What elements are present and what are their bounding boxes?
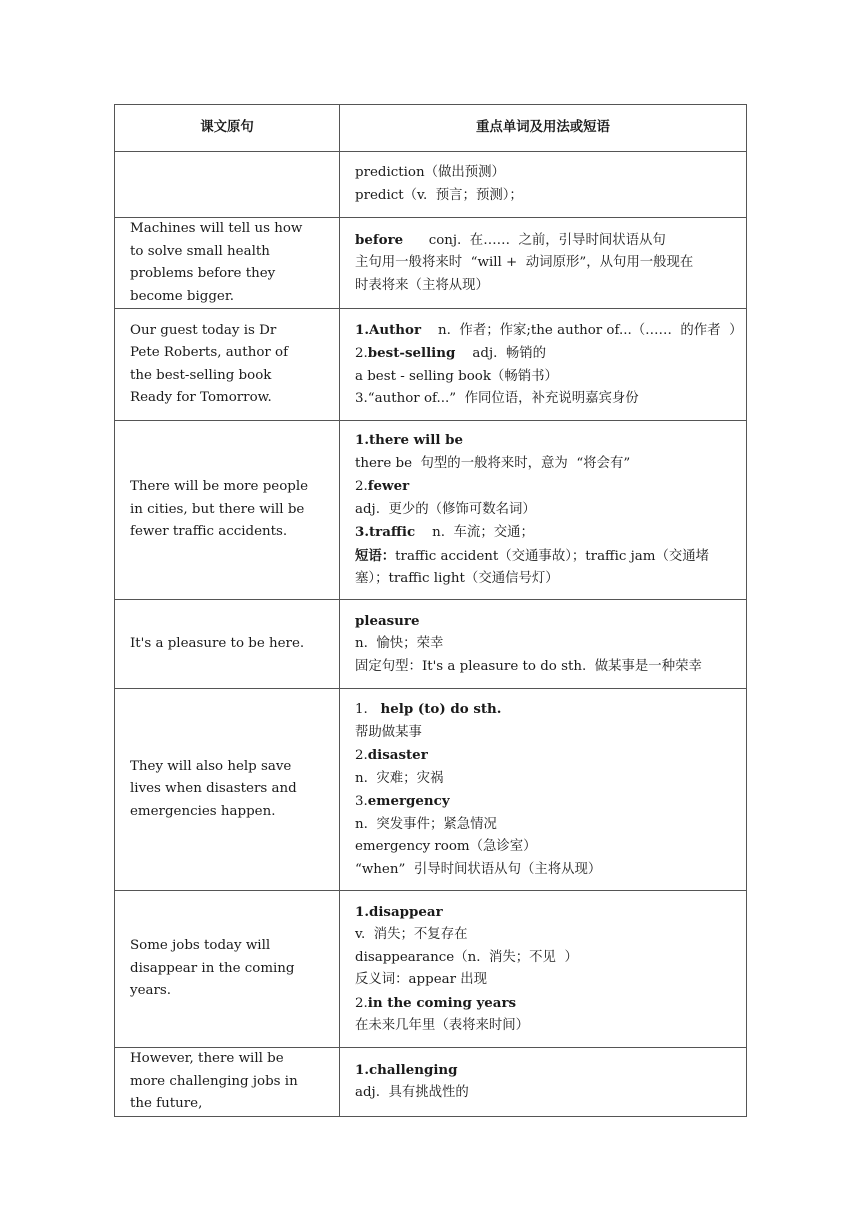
source-sentence-cell [115, 891, 340, 1048]
note-line [355, 1082, 738, 1105]
table-row [115, 309, 747, 421]
table-row [115, 421, 747, 600]
note-line [355, 901, 738, 925]
note-line [355, 545, 738, 569]
notes-cell [340, 689, 747, 891]
note-line [355, 252, 738, 275]
keyword: emergency [367, 793, 450, 809]
source-sentence: They will also help save lives when disasters and emergencies happen. [130, 758, 297, 819]
note-text: 3.“author of...” 作同位语，补充说明嘉宾身份 [355, 391, 639, 406]
source-sentence: However, there will be more challenging jobs in the future, [130, 1051, 298, 1111]
note-line [355, 836, 738, 859]
note-line [355, 499, 738, 522]
note-text: n. 突发事件；紧急情况 [355, 816, 497, 832]
note-text: 反义词：appear 出现 [355, 972, 488, 987]
note-text: adj. 更少的（修饰可数名词） [355, 501, 536, 517]
note-text: emergency room（急诊室） [355, 839, 537, 854]
vocabulary-notes-table [114, 104, 747, 1117]
note-line [355, 610, 738, 634]
keyword: disaster [367, 747, 428, 763]
note-line [355, 924, 738, 947]
note-text: “when” 引导时间状语从句（主将从现） [355, 861, 602, 877]
note-text: n. 愉快；荣幸 [355, 636, 444, 652]
source-sentence-cell [115, 309, 340, 421]
source-sentence: Some jobs today will disappear in the coming years. [130, 938, 295, 999]
source-sentence-cell [115, 600, 340, 689]
table-row [115, 891, 747, 1048]
table-row [115, 1048, 747, 1117]
note-line [355, 859, 738, 882]
note-text: disappearance（n. 消失；不见 ） [355, 949, 578, 965]
note-text: n. 车流；交通； [415, 525, 534, 541]
note-line [355, 185, 738, 208]
note-text: prediction（做出预测） [355, 165, 505, 180]
table-row [115, 600, 747, 689]
keyword: help (to) do sth. [380, 701, 502, 717]
note-text: n. 灾难；灾祸 [355, 770, 444, 786]
note-line [355, 992, 738, 1016]
table-body [115, 152, 747, 1117]
keyword: 1.Author [355, 321, 422, 338]
notes-cell [340, 152, 747, 218]
note-line [355, 1015, 738, 1038]
note-line [355, 698, 738, 722]
notes-cell [340, 1048, 747, 1117]
note-line [355, 388, 738, 411]
keyword: before [355, 231, 404, 248]
note-line [355, 568, 738, 591]
note-line [355, 790, 738, 814]
keyword: 3.traffic [355, 524, 416, 541]
note-text: adj. 具有挑战性的 [355, 1085, 469, 1101]
note-line [355, 969, 738, 992]
note-text: adj. 畅销的 [455, 346, 547, 361]
note-text: 1. [355, 702, 381, 717]
table-row [115, 689, 747, 891]
note-line [355, 275, 738, 298]
note-line [355, 429, 738, 453]
note-text: predict（v. 预言；预测）； [355, 187, 523, 203]
keyword: 1.challenging [355, 1061, 458, 1078]
note-line [355, 229, 738, 253]
note-text: 3. [355, 794, 368, 809]
notes-cell [340, 421, 747, 600]
note-text: 2. [355, 748, 368, 763]
source-sentence: Machines will tell us how to solve small health problems before they become bigger. [130, 221, 303, 304]
source-sentence-cell [115, 218, 340, 309]
table-row [115, 218, 747, 309]
source-sentence: There will be more people in cities, but there will be fewer traffic accidents. [130, 479, 309, 540]
keyword: fewer [367, 478, 410, 495]
keyword: 1.disappear [355, 903, 443, 920]
note-line [355, 744, 738, 768]
keyword: 1.there will be [355, 432, 463, 449]
note-line [355, 521, 738, 545]
header-key-words: 重点单词及用法或短语 [340, 105, 747, 152]
source-sentence-cell [115, 689, 340, 891]
note-line [355, 453, 738, 476]
keyword: 短语： [355, 547, 396, 564]
header-source-sentence: 课文原句 [115, 105, 340, 152]
keyword: pleasure [355, 612, 420, 629]
source-sentence: It's a pleasure to be here. [130, 635, 305, 651]
note-text: there be 句型的一般将来时，意为 “将会有” [355, 455, 631, 471]
notes-cell [340, 218, 747, 309]
note-line [355, 814, 738, 837]
note-text: conj. 在…… 之前，引导时间状语从句 [403, 232, 666, 248]
notes-cell [340, 309, 747, 421]
note-line [355, 162, 738, 185]
note-text: 时表将来（主将从现） [355, 277, 489, 293]
notes-cell [340, 600, 747, 689]
note-line [355, 366, 738, 389]
note-line [355, 947, 738, 970]
note-text: 固定句型：It's a pleasure to do sth. 做某事是一种荣幸 [355, 658, 702, 674]
source-sentence-cell [115, 421, 340, 600]
note-text: 帮助做某事 [355, 724, 422, 740]
source-sentence-cell [115, 1048, 340, 1117]
note-text: traffic accident（交通事故）；traffic jam（交通堵 [395, 548, 710, 564]
note-text: a best - selling book（畅销书） [355, 368, 558, 384]
note-text: 2. [355, 995, 368, 1011]
note-text: 2. [355, 479, 368, 495]
source-sentence: Our guest today is Dr Pete Roberts, author of the best-selling book Ready for Tomorrow. [130, 322, 289, 405]
note-line [355, 633, 738, 656]
keyword: in the coming years [367, 994, 517, 1011]
table-row [115, 152, 747, 218]
note-line [355, 475, 738, 499]
note-text: v. 消失；不复存在 [355, 927, 468, 942]
note-line [355, 1059, 738, 1083]
note-line [355, 722, 738, 745]
note-line [355, 319, 743, 343]
note-line [355, 342, 738, 366]
notes-cell [340, 891, 747, 1048]
note-text: 塞）；traffic light（交通信号灯） [355, 571, 559, 587]
note-text: n. 作者；作家;the author of...（…… 的作者 ） [421, 322, 743, 338]
note-line [355, 768, 738, 791]
note-text: 在未来几年里（表将来时间） [355, 1018, 530, 1033]
note-text: 2. [355, 346, 368, 361]
source-sentence-cell [115, 152, 340, 218]
keyword: best-selling [367, 345, 456, 361]
note-text: 主句用一般将来时 “will + 动词原形”，从句用一般现在 [355, 255, 694, 271]
table-header-row [115, 105, 747, 152]
note-line [355, 656, 738, 679]
